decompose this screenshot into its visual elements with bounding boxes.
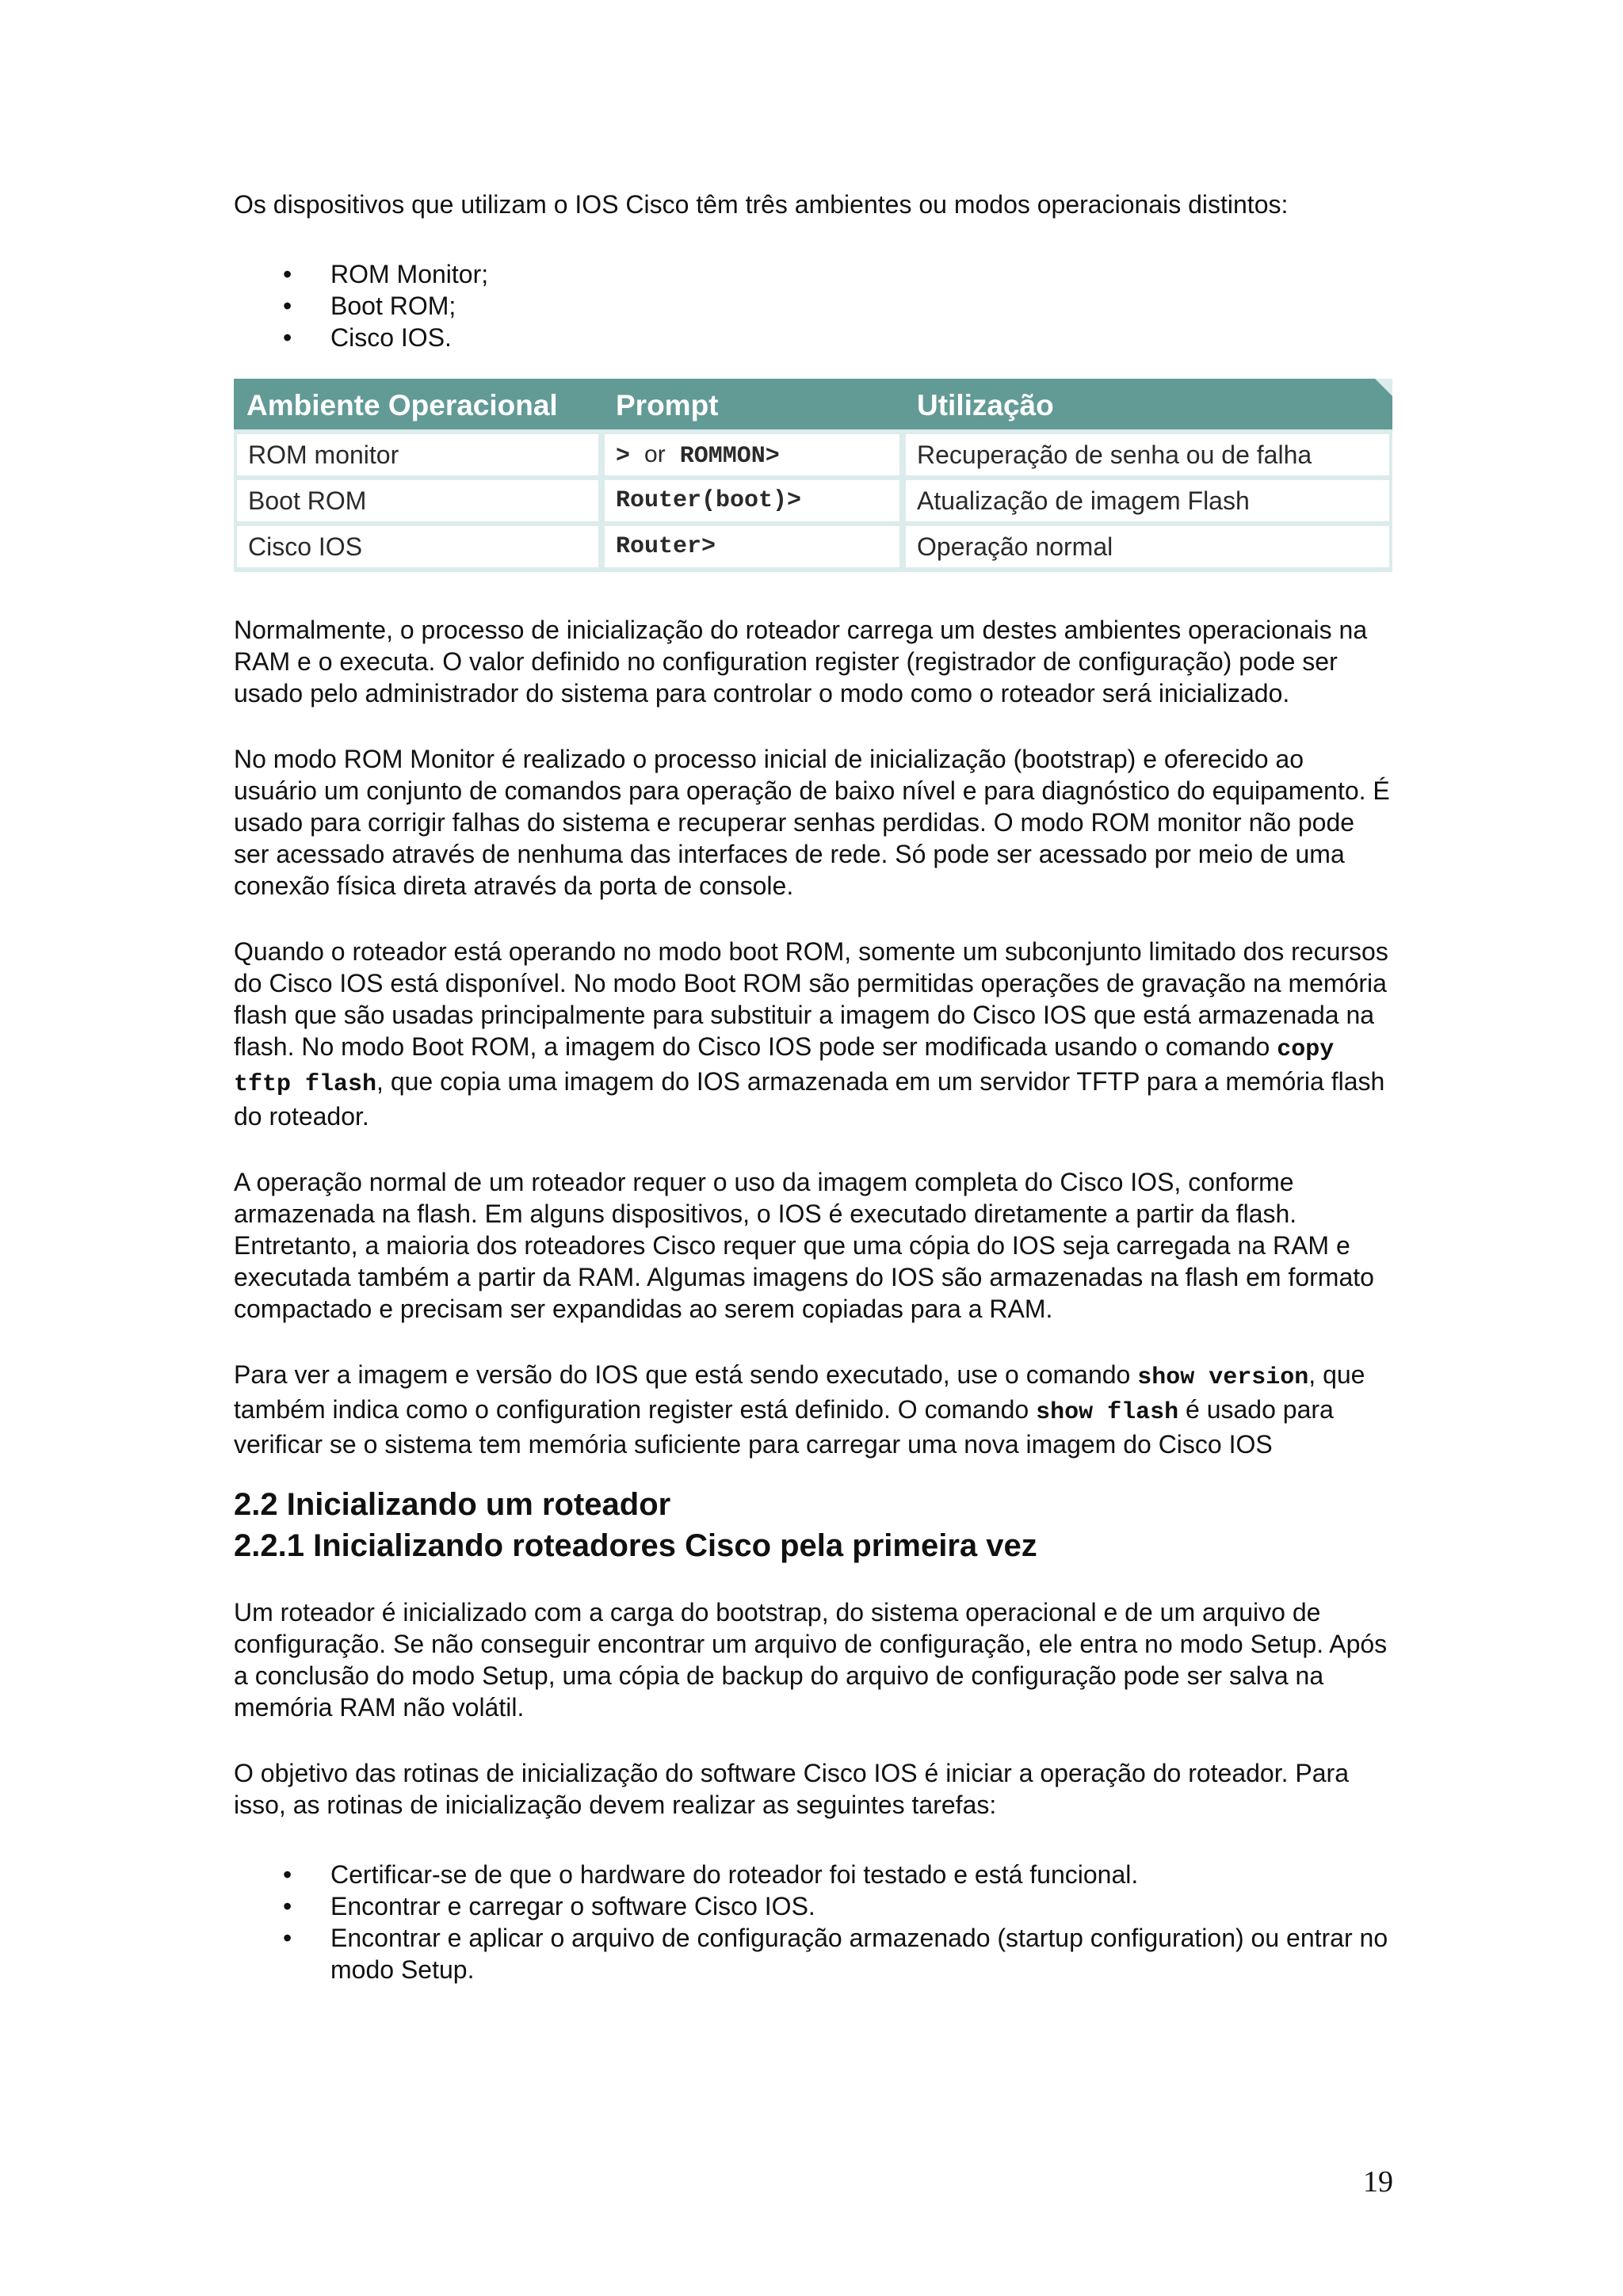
page-number: 19 bbox=[1363, 2165, 1393, 2199]
paragraph-rom-monitor: No modo ROM Monitor é realizado o processo inicial de inicialização (bootstrap) e oferecido ao usuário um conjunto de comandos para operação de baixo nível e para diagnóstico do equipamento. É usado para corrigir falhas do sistema e recuperar senhas perdidas. O modo ROM monitor não pode ser acessado através de nenhuma das interfaces de rede. Só pode ser acessado por meio de uma conexão física direta através da porta de console. bbox=[234, 745, 1390, 900]
operational-modes-table-wrap bbox=[234, 379, 1392, 572]
table-cell-env: ROM monitor bbox=[237, 434, 598, 475]
paragraph-init-routines: O objetivo das rotinas de inicialização do software Cisco IOS é iniciar a operação do roteador. Para isso, as rotinas de inicialização devem realizar as seguintes tarefas: bbox=[234, 1759, 1349, 1819]
list-item: • Encontrar e carregar o software Cisco IOS. bbox=[283, 1892, 815, 1920]
operational-modes-table bbox=[234, 379, 1392, 572]
paragraph-show-version: Para ver a imagem e versão do IOS que está sendo executado, use o comando show version, que também indica como o configuration register está definido. O comando show flash é usado para verificar se o sistema tem memória suficiente para carregar uma nova imagem do Cisco IOS bbox=[234, 1360, 1365, 1459]
intro-paragraph: Os dispositivos que utilizam o IOS Cisco têm três ambientes ou modos operacionais distintos: bbox=[234, 190, 1289, 219]
paragraph-normal-operation: A operação normal de um roteador requer o uso da imagem completa do Cisco IOS, conforme armazenada na flash. Em alguns dispositivos, o IOS é executado diretamente a partir da flash. Entretanto, a maioria dos roteadores Cisco requer que uma cópia do IOS seja carregada na RAM e executada também a partir da RAM. Algumas imagens do IOS são armazenadas na flash em formato compactado e precisam ser expandidas ao serem copiadas para a RAM. bbox=[234, 1168, 1374, 1323]
table-cell-use: Recuperação de senha ou de falha bbox=[906, 434, 1389, 475]
bullet-icon: • bbox=[283, 1892, 292, 1920]
header-prompt: Prompt bbox=[616, 389, 719, 421]
bullet-icon: • bbox=[283, 260, 292, 288]
list-item: • ROM Monitor; bbox=[283, 260, 489, 288]
table-cell-prompt: Router(boot)> bbox=[605, 480, 899, 521]
bullet-icon: • bbox=[283, 323, 292, 352]
bullet-icon: • bbox=[283, 292, 292, 320]
modes-list bbox=[234, 258, 1392, 353]
bullet-icon: • bbox=[283, 1924, 292, 1952]
header-ambiente: Ambiente Operacional bbox=[246, 389, 558, 421]
command-show-version: show version bbox=[1137, 1364, 1309, 1391]
list-item: • Boot ROM; bbox=[283, 292, 456, 320]
subsection-heading: 2.2.1 Inicializando roteadores Cisco pela primeira vez bbox=[234, 1528, 1037, 1563]
page-content bbox=[234, 189, 1392, 1985]
table-cell-prompt: > or ROMMON> bbox=[605, 434, 899, 475]
paragraph-boot-process: Normalmente, o processo de inicialização do roteador carrega um destes ambientes operacionais na RAM e o executa. O valor definido no configuration register (registrador de configuração) pode ser usado pelo administrador do sistema para controlar o modo como o roteador será inicializado. bbox=[234, 616, 1368, 707]
table-cell-prompt: Router> bbox=[605, 526, 899, 567]
list-item: • Certificar-se de que o hardware do roteador foi testado e está funcional. bbox=[283, 1860, 1139, 1889]
paragraph-boot-rom: Quando o roteador está operando no modo boot ROM, somente um subconjunto limitado dos recursos do Cisco IOS está disponível. No modo Boot ROM são permitidas operações de gravação na memória flash que são usadas principalmente para substituir a imagem do Cisco IOS que está armazenada na flash. No modo Boot ROM, a imagem do Cisco IOS pode ser modificada usando o comando copy tftp flash, que copia uma imagem do IOS armazenada em um servidor TFTP para a memória flash do roteador. bbox=[234, 937, 1388, 1131]
table-cell-env: Boot ROM bbox=[237, 480, 598, 521]
list-item: • Cisco IOS. bbox=[283, 323, 452, 352]
command-copy-tftp-flash: copy tftp flash bbox=[234, 1036, 1335, 1098]
table-cell-use: Operação normal bbox=[906, 526, 1389, 567]
header-utilizacao: Utilização bbox=[917, 389, 1054, 421]
section-heading: 2.2 Inicializando um roteador bbox=[234, 1487, 671, 1522]
paragraph-router-init: Um roteador é inicializado com a carga do bootstrap, do sistema operacional e de um arquivo de configuração. Se não conseguir encontrar um arquivo de configuração, ele entra no modo Setup. Após a conclusão do modo Setup, uma cópia de backup do arquivo de configuração pode ser salva na memória RAM não volátil. bbox=[234, 1598, 1388, 1722]
command-show-flash: show flash bbox=[1036, 1399, 1179, 1426]
list-item: • Encontrar e aplicar o arquivo de configuração armazenado (startup configuration) ou entrar no modo Setup. bbox=[283, 1924, 1388, 1984]
table-cell-use: Atualização de imagem Flash bbox=[906, 480, 1389, 521]
tasks-list bbox=[234, 1859, 1392, 1985]
table-cell-env: Cisco IOS bbox=[237, 526, 598, 567]
bullet-icon: • bbox=[283, 1860, 292, 1889]
